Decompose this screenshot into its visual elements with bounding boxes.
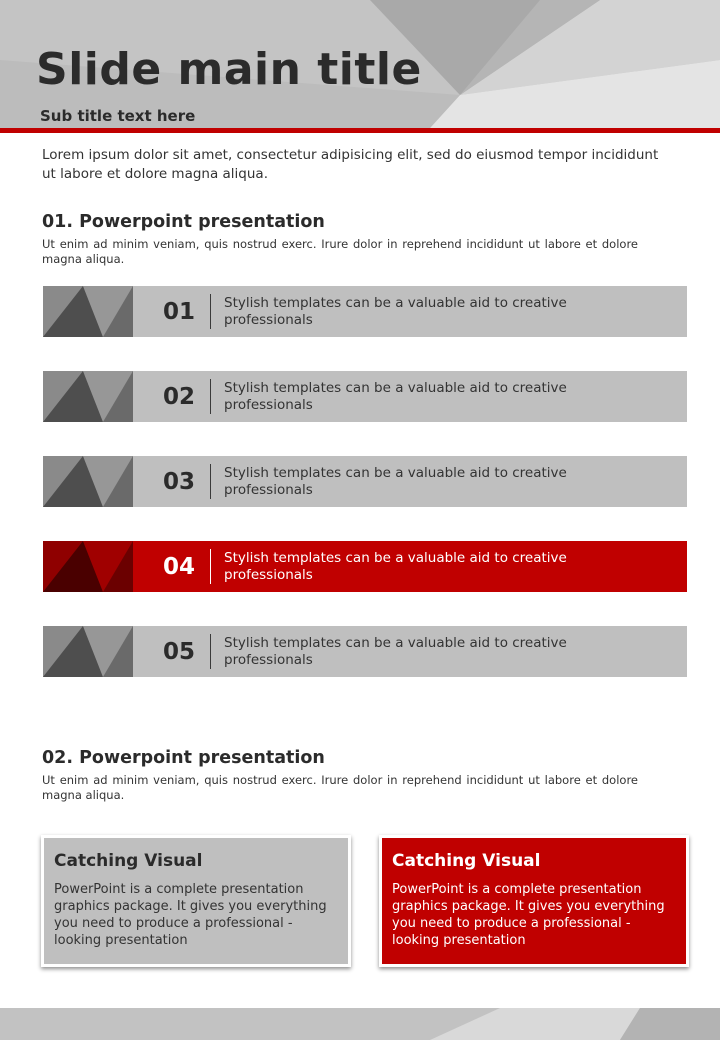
section2-title: 02. Powerpoint presentation	[42, 748, 325, 768]
card-text: PowerPoint is a complete presentation graphics package. It gives you everything you need to produce a professional - looking presentation	[54, 882, 327, 948]
info-card-red	[379, 835, 689, 967]
item-text: Stylish templates can be a valuable aid to creative professionals	[224, 380, 567, 413]
item-text: Stylish templates can be a valuable aid to creative professionals	[224, 550, 567, 583]
list-item	[43, 371, 687, 422]
triangle-graphic	[43, 456, 133, 507]
card-title: Catching Visual	[54, 851, 203, 871]
card-title: Catching Visual	[392, 851, 541, 871]
list-item	[43, 286, 687, 337]
list-item	[43, 456, 687, 507]
page-title: Slide main title	[36, 44, 422, 95]
item-number: 01	[163, 299, 196, 325]
section1-title: 01. Powerpoint presentation	[42, 212, 325, 232]
item-divider	[210, 379, 211, 414]
page-subtitle: Sub title text here	[40, 107, 196, 125]
item-divider	[210, 294, 211, 329]
list-item	[43, 626, 687, 677]
item-text: Stylish templates can be a valuable aid to creative professionals	[224, 295, 567, 328]
header-banner	[0, 0, 720, 128]
item-divider	[210, 464, 211, 499]
section1-text: Ut enim ad minim veniam, quis nostrud exerc. Irure dolor in reprehend incididunt ut labore et dolore magna aliqua.	[42, 237, 638, 266]
intro-paragraph: Lorem ipsum dolor sit amet, consectetur adipisicing elit, sed do eiusmod tempor incididunt ut labore et dolore magna aliqua.	[42, 147, 659, 182]
triangle-graphic	[43, 371, 133, 422]
footer-polygon-background	[0, 1008, 720, 1040]
header-divider	[0, 128, 720, 133]
item-text: Stylish templates can be a valuable aid to creative professionals	[224, 465, 567, 498]
item-number: 05	[163, 639, 196, 665]
item-divider	[210, 634, 211, 669]
item-text: Stylish templates can be a valuable aid to creative professionals	[224, 635, 567, 668]
item-number: 02	[163, 384, 196, 410]
footer-banner	[0, 1008, 720, 1040]
list-item-highlighted	[43, 541, 687, 592]
triangle-graphic	[43, 541, 133, 592]
section2-text: Ut enim ad minim veniam, quis nostrud exerc. Irure dolor in reprehend incididunt ut labore et dolore magna aliqua.	[42, 773, 638, 802]
triangle-graphic	[43, 286, 133, 337]
card-text: PowerPoint is a complete presentation graphics package. It gives you everything you need to produce a professional - looking presentation	[392, 882, 665, 948]
item-divider	[210, 549, 211, 584]
info-card-gray	[41, 835, 351, 967]
triangle-graphic	[43, 626, 133, 677]
item-number: 04	[163, 554, 196, 580]
item-number: 03	[163, 469, 196, 495]
